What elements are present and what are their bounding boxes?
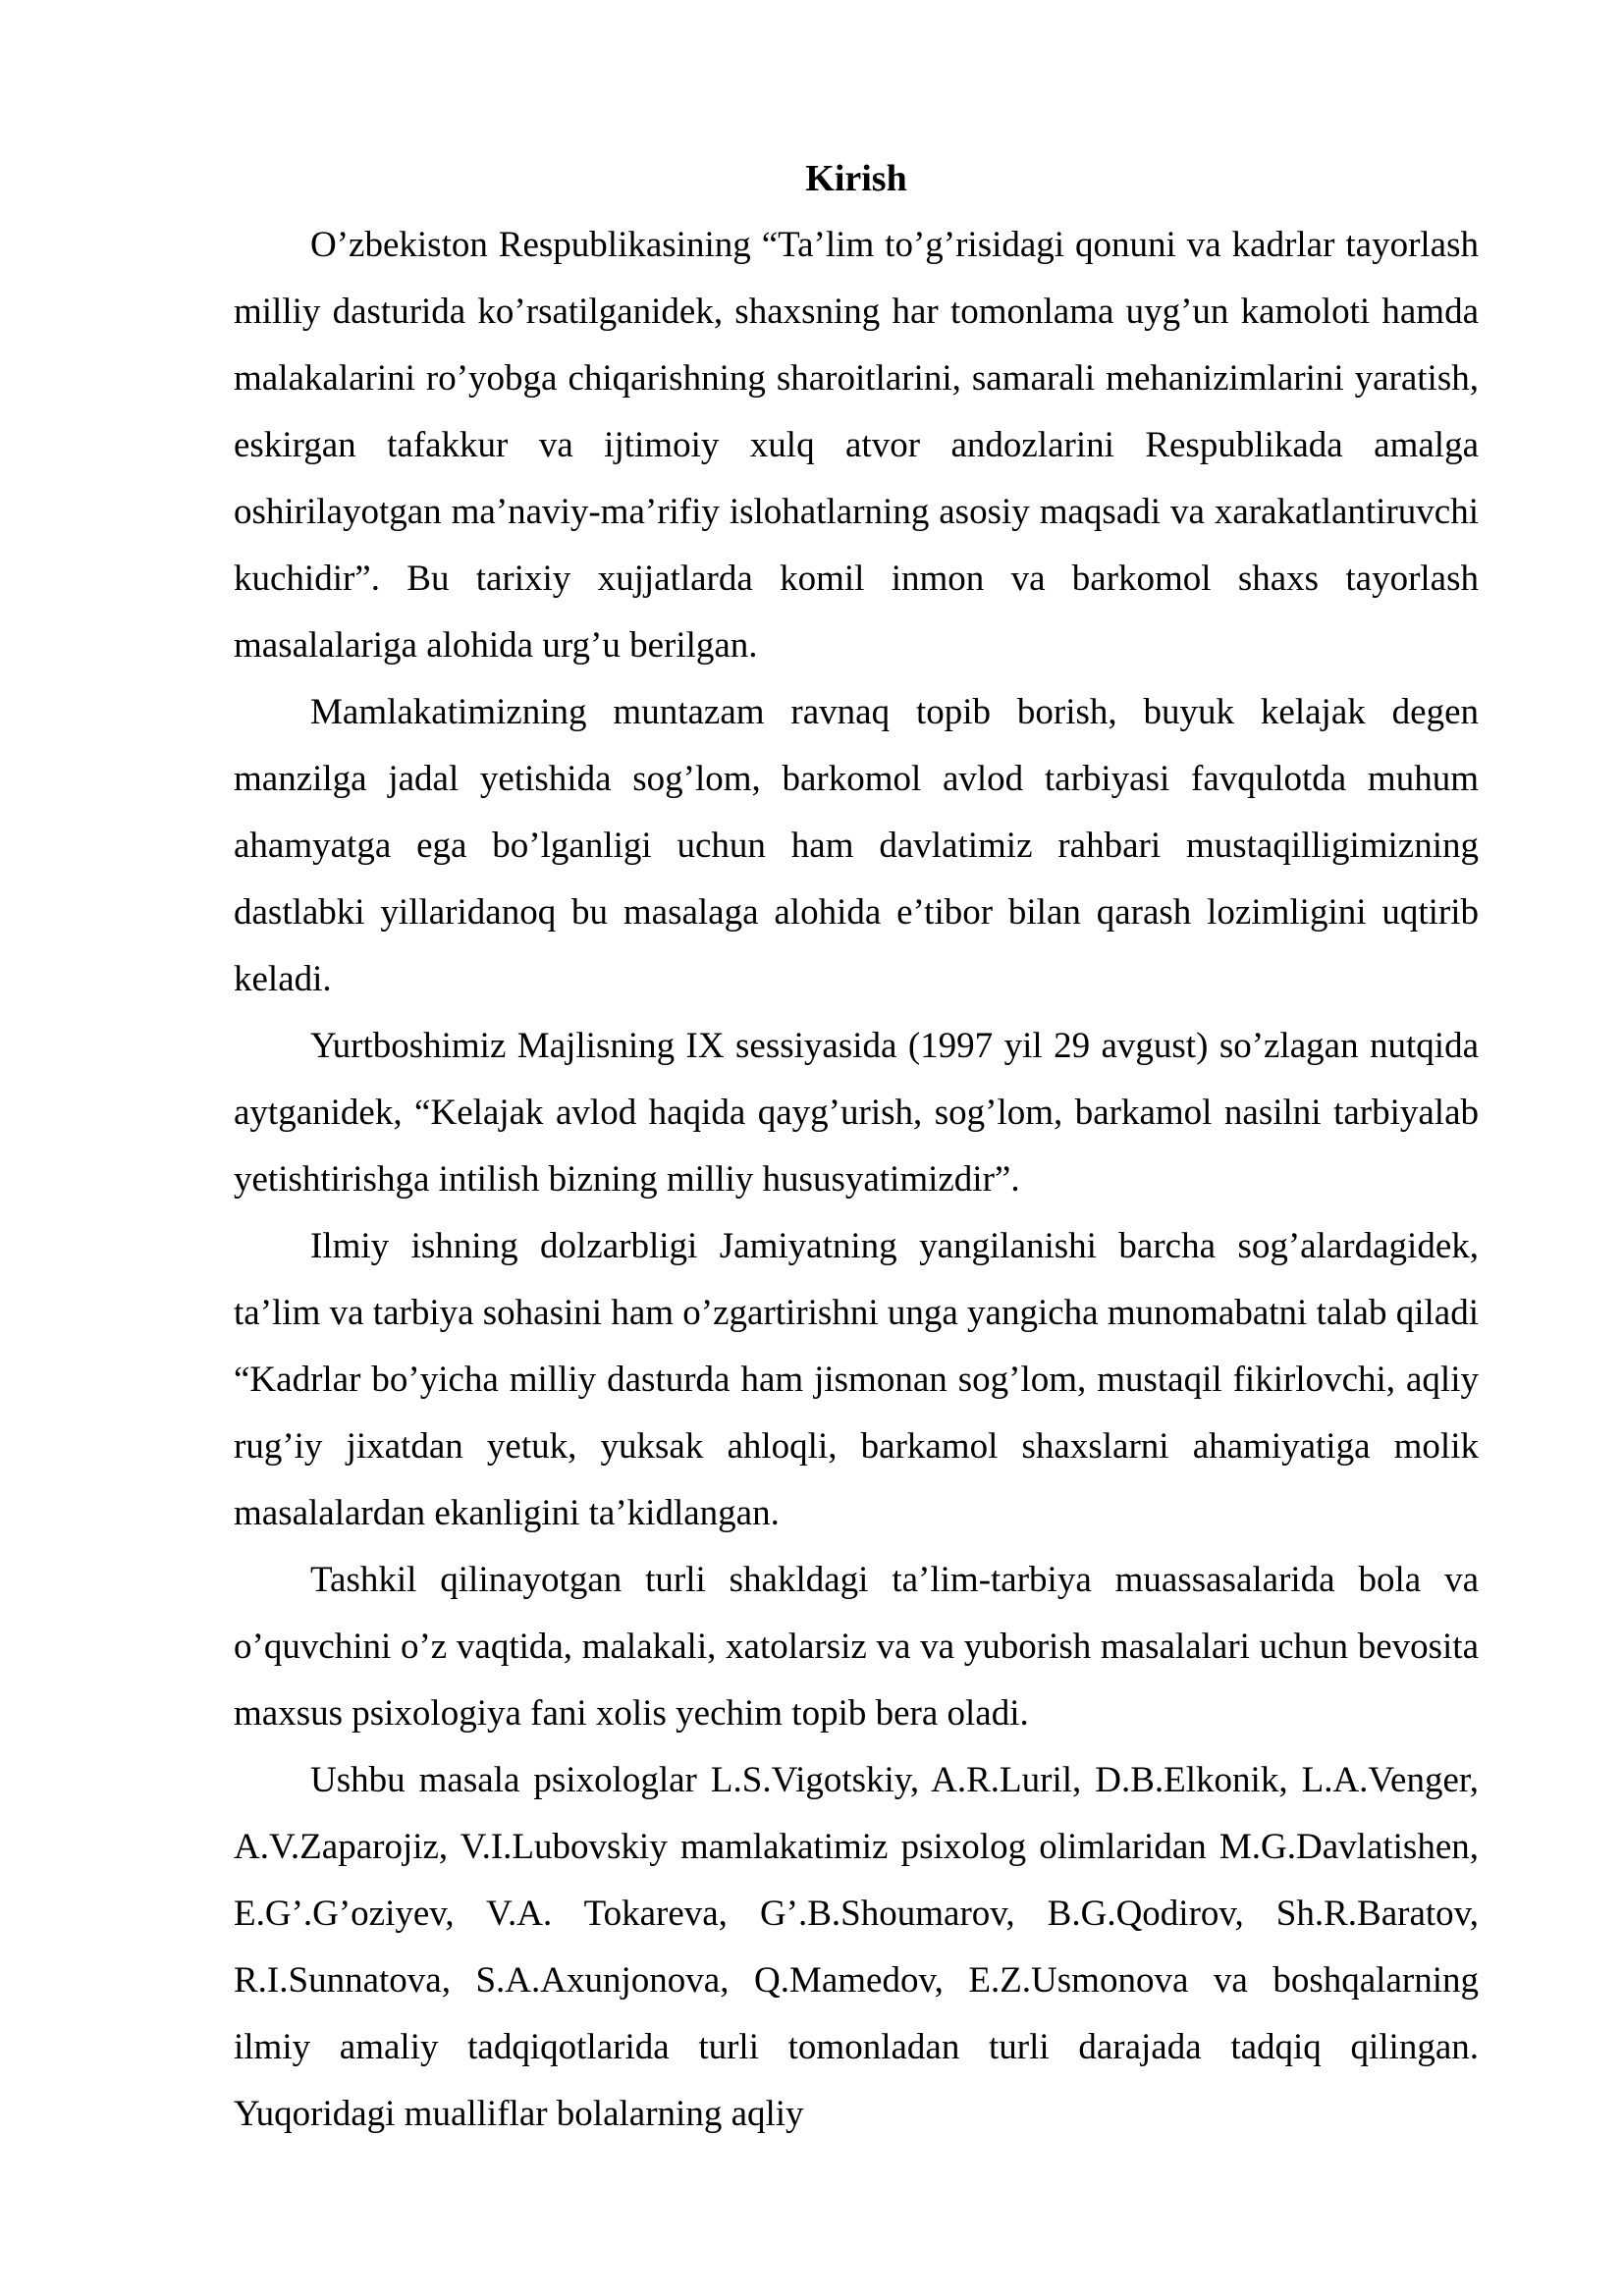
- paragraph-4: Ilmiy ishning dolzarbligi Jamiyatning yangilanishi barcha sog’alardagidek, ta’lim va tarbiya sohasini ham o’zgartirishni unga yangicha munomabatni talab qiladi “Kadrlar bo’yicha milliy dasturda ham jismonan sog’lom, mustaqil fikirlovchi, aqliy rug’iy jixatdan yetuk, yuksak ahloqli, barkamol shaxslarni ahamiyatiga molik masalalardan ekanligini ta’kidlangan.: [234, 1226, 1479, 1533]
- paragraph-5: Tashkil qilinayotgan turli shakldagi ta’lim-tarbiya muassasalarida bola va o’quvchini o’z vaqtida, malakali, xatolarsiz va va yuborish masalalari uchun bevosita maxsus psixologiya fani xolis yechim topib bera oladi.: [234, 1560, 1479, 1734]
- paragraph-2: Mamlakatimizning muntazam ravnaq topib borish, buyuk kelajak degen manzilga jadal yetishida sog’lom, barkomol avlod tarbiyasi favqulotda muhum ahamyatga ega bo’lganligi uchun ham davlatimiz rahbari mustaqilligimizning dastlabki yillaridanoq bu masalaga alohida e’tibor bilan qarash lozimligini uqtirib keladi.: [234, 692, 1479, 999]
- page-content: [234, 149, 1479, 2148]
- paragraph-3: Yurtboshimiz Majlisning IX sessiyasida (1997 yil 29 avgust) so’zlagan nutqida aytganidek, “Kelajak avlod haqida qayg’urish, sog’lom, barkamol nasilni tarbiyalab yetishtirishga intilish bizning milliy hususyatimizdir”.: [234, 1026, 1479, 1200]
- page-title: Kirish: [805, 158, 907, 199]
- paragraph-6: Ushbu masala psixologlar L.S.Vigotskiy, A.R.Luril, D.B.Elkonik, L.A.Venger, A.V.Zaparojiz, V.I.Lubovskiy mamlakatimiz psixolog olimlaridan M.G.Davlatishen, E.G’.G’oziyev, V.A. Tokareva, G’.B.Shoumarov, B.G.Qodirov, Sh.R.Baratov, R.I.Sunnatova, S.A.Axunjonova, Q.Mamedov, E.Z.Usmonova va boshqalarning ilmiy amaliy tadqiqotlarida turli tomonladan turli darajada tadqiq qilingan. Yuqoridagi mualliflar bolalarning aqliy: [234, 1760, 1479, 2134]
- paragraph-1: O’zbekiston Respublikasining “Ta’lim to’g’risidagi qonuni va kadrlar tayorlash milliy dasturida ko’rsatilganidek, shaxsning har tomonlama uyg’un kamoloti hamda malakalarini ro’yobga chiqarishning sharoitlarini, samarali mehanizimlarini yaratish, eskirgan tafakkur va ijtimoiy xulq atvor andozlarini Respublikada amalga oshirilayotgan ma’naviy-ma’rifiy islohatlarning asosiy maqsadi va xarakatlantiruvchi kuchidir”. Bu tarixiy xujjatlarda komil inmon va barkomol shaxs tayorlash masalalariga alohida urg’u berilgan.: [234, 225, 1479, 666]
